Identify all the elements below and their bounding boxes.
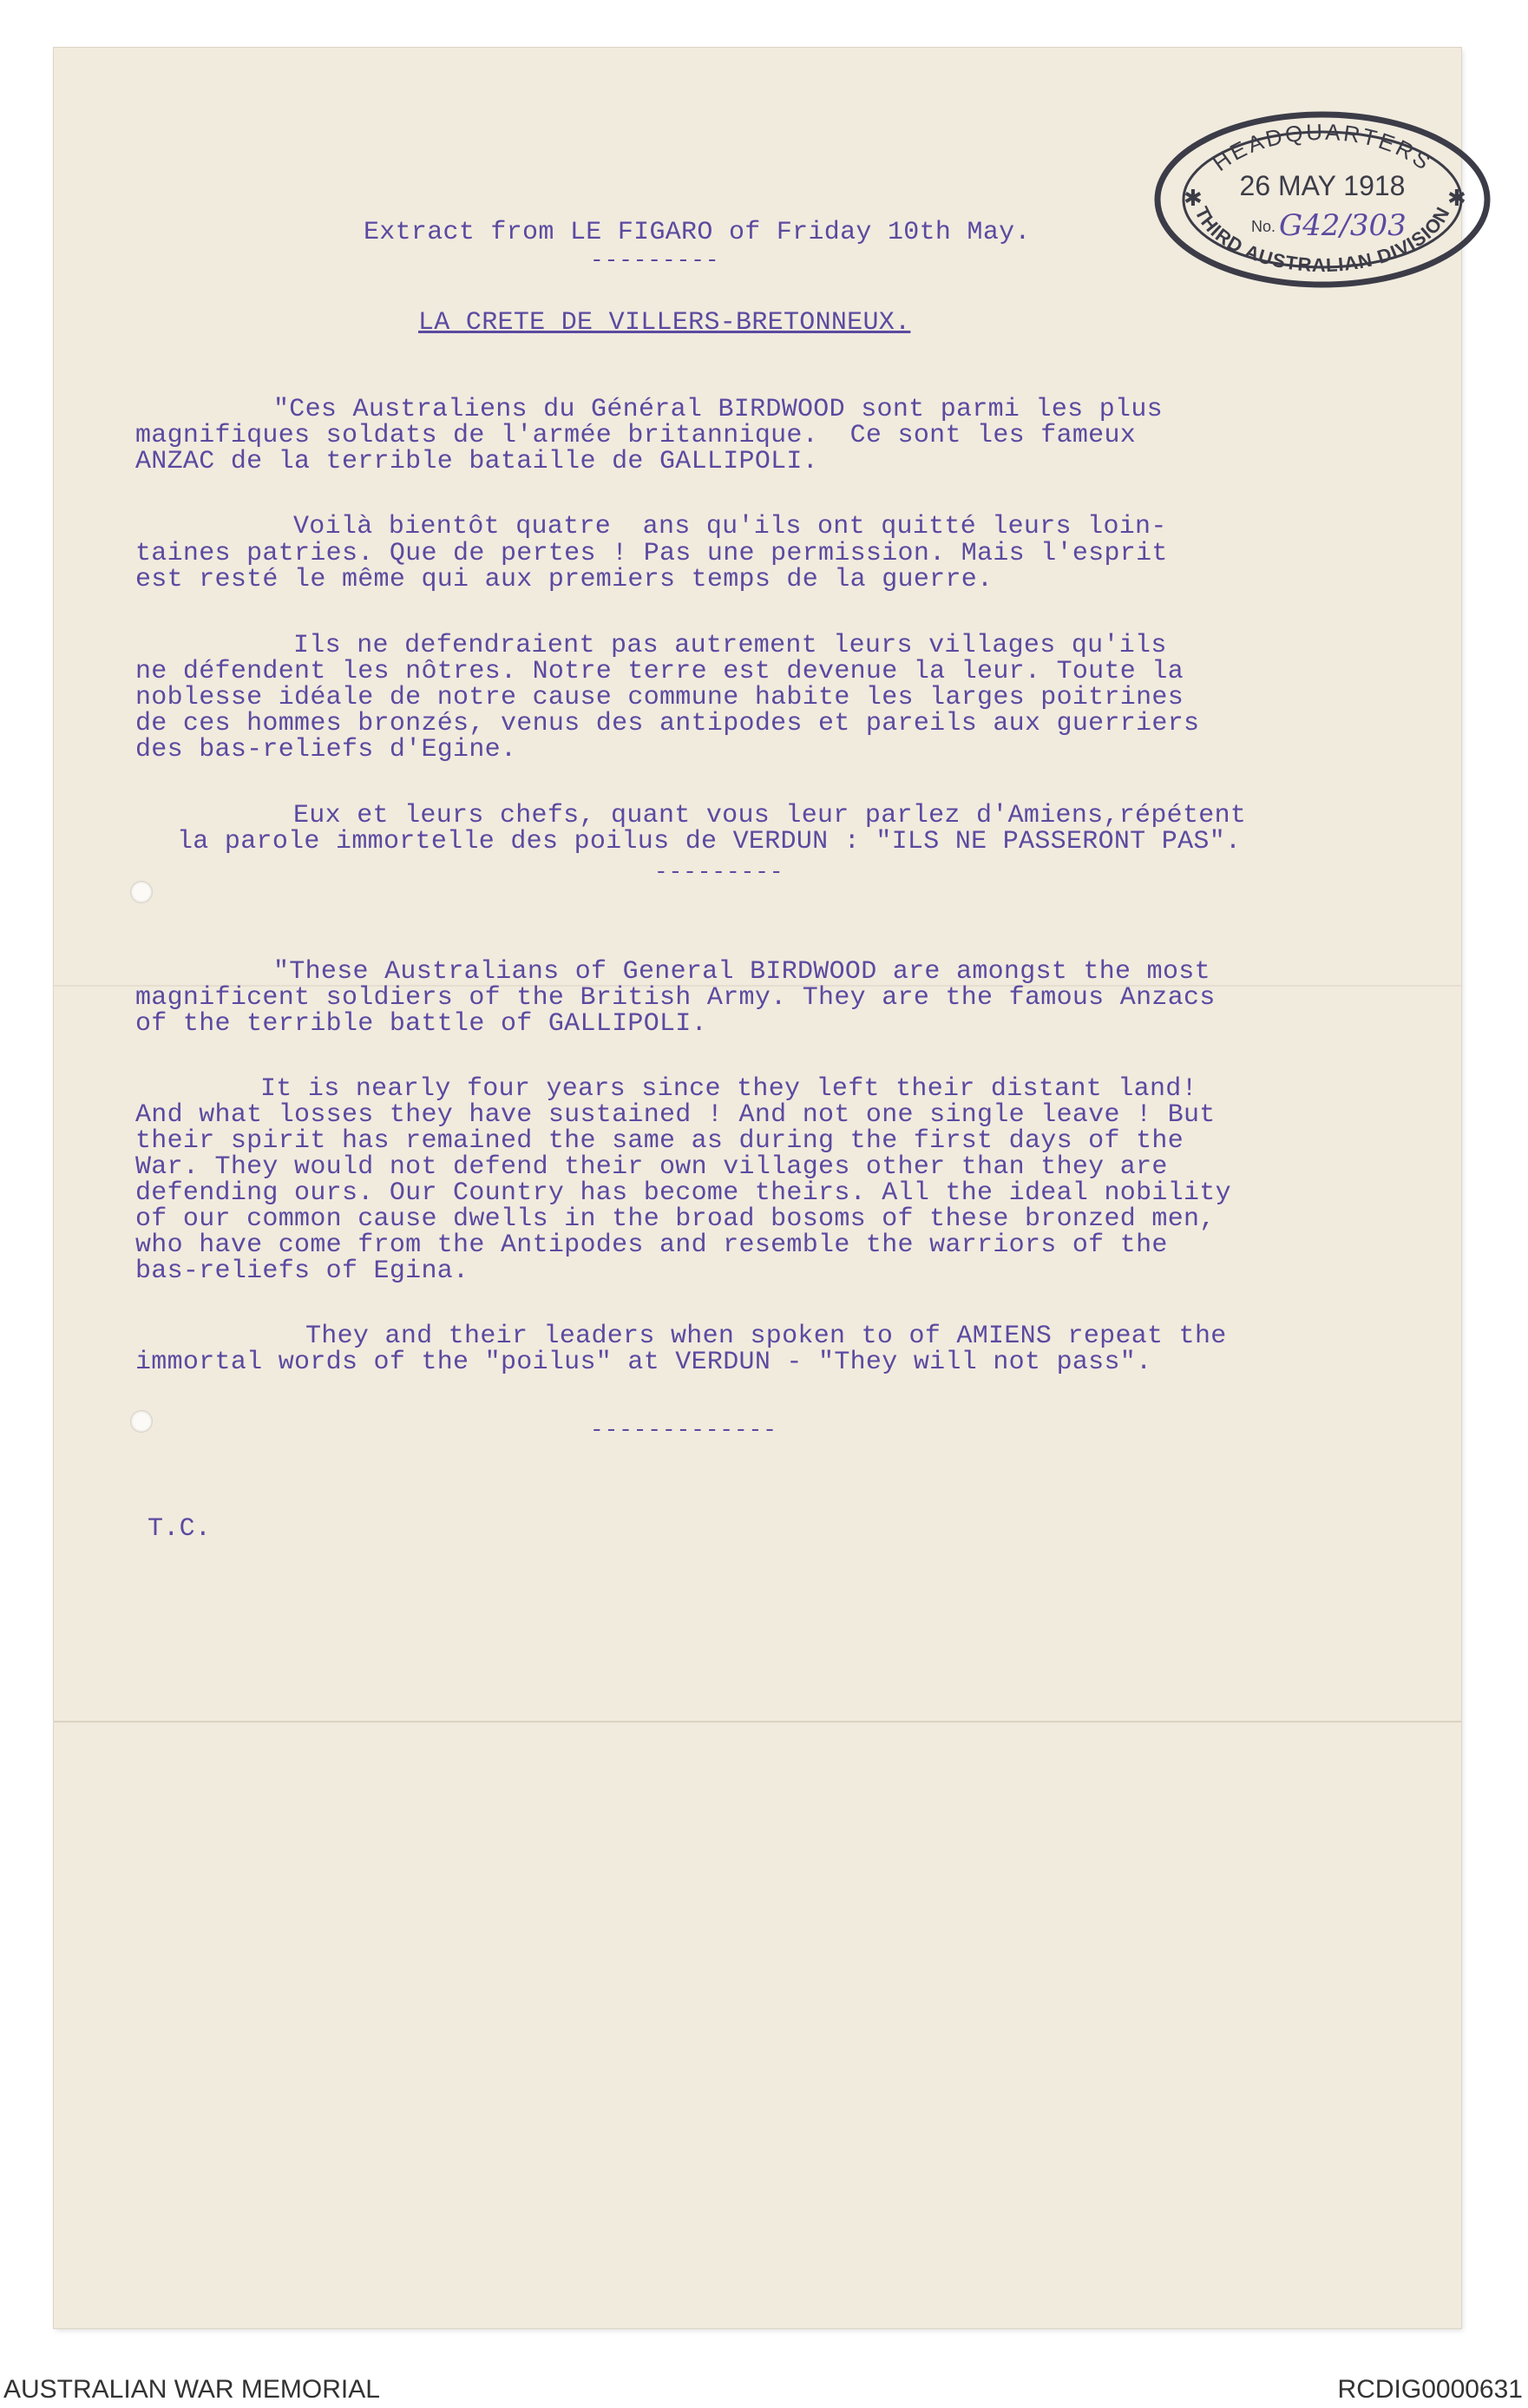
french-line: ANZAC de la terrible bataille de GALLIPOLI.: [135, 447, 819, 476]
stamp-star-left-icon: ✱: [1184, 186, 1203, 212]
french-line: magnifiques soldats de l'armée britannique. Ce sont les fameux: [135, 421, 1137, 450]
english-line: their spirit has remained the same as during the first days of the: [135, 1126, 1184, 1156]
french-line: Ils ne defendraient pas autrement leurs villages qu'ils: [293, 631, 1167, 660]
stamp-number: G42/303: [1279, 208, 1407, 243]
french-line: taines patries. Que de pertes ! Pas une permission. Mais l'esprit: [135, 539, 1168, 568]
stamp-star-right-icon: ✱: [1447, 186, 1466, 212]
header-divider: ---------: [590, 247, 720, 273]
french-line: ne défendent les nôtres. Notre terre est devenue la leur. Toute la: [135, 657, 1184, 686]
english-line: who have come from the Antipodes and resemble the warriors of the: [135, 1230, 1168, 1260]
signature-initials: T.C.: [148, 1514, 212, 1544]
french-line: noblesse idéale de notre cause commune habite les larges poitrines: [135, 683, 1184, 712]
french-line: Voilà bientôt quatre ans qu'ils ont quitté leurs loin-: [293, 512, 1167, 541]
english-line: And what losses they have sustained ! And not one single leave ! But: [135, 1100, 1216, 1130]
document-header: Extract from LE FIGARO of Friday 10th May.: [364, 218, 1031, 247]
english-line: of the terrible battle of GALLIPOLI.: [135, 1009, 707, 1039]
footer-archive-name: AUSTRALIAN WAR MEMORIAL: [3, 2375, 380, 2404]
headquarters-stamp: [1149, 108, 1496, 291]
english-line: They and their leaders when spoken to of AMIENS repeat the: [305, 1322, 1227, 1351]
stamp-top-text: HEADQUARTERS: [1207, 118, 1438, 177]
stamp-bottom-text: THIRD AUSTRALIAN DIVISION: [1190, 202, 1454, 277]
punch-hole-top: [130, 881, 153, 903]
section-divider: ---------: [654, 859, 784, 885]
paper-fold-line: [54, 1721, 1461, 1722]
english-line: immortal words of the "poilus" at VERDUN - "They will not pass".: [135, 1348, 1152, 1377]
english-line: bas-reliefs of Egina.: [135, 1256, 469, 1286]
french-line: des bas-reliefs d'Egine.: [135, 735, 517, 764]
document-page: [54, 48, 1466, 2328]
english-line: It is nearly four years since they left their distant land!: [260, 1074, 1197, 1104]
stamp-number-label: No.: [1251, 218, 1276, 235]
french-line: la parole immortelle des poilus de VERDUN : "ILS NE PASSERONT PAS".: [177, 827, 1242, 856]
english-line: magnificent soldiers of the British Army. They are the famous Anzacs: [135, 983, 1216, 1013]
english-line: War. They would not defend their own villages other than they are: [135, 1152, 1168, 1182]
french-line: "Ces Australiens du Général BIRDWOOD sont parmi les plus: [273, 395, 1163, 424]
french-line: de ces hommes bronzés, venus des antipodes et pareils aux guerriers: [135, 709, 1200, 738]
english-line: of our common cause dwells in the broad bosoms of these bronzed men,: [135, 1204, 1216, 1234]
stamp-graphic: [1149, 108, 1496, 291]
french-line: Eux et leurs chefs, quant vous leur parlez d'Amiens,répétent: [293, 801, 1247, 830]
english-line: defending ours. Our Country has become theirs. All the ideal nobility: [135, 1178, 1231, 1208]
closing-divider: -------------: [590, 1417, 777, 1443]
stamp-date: 26 MAY 1918: [1239, 170, 1406, 201]
english-line: "These Australians of General BIRDWOOD are amongst the most: [273, 957, 1210, 987]
punch-hole-bottom: [130, 1410, 153, 1433]
french-line: est resté le même qui aux premiers temps de la guerre.: [135, 565, 994, 594]
document-title: LA CRETE DE VILLERS-BRETONNEUX.: [418, 308, 911, 338]
footer-item-id: RCDIG0000631: [1337, 2375, 1523, 2404]
